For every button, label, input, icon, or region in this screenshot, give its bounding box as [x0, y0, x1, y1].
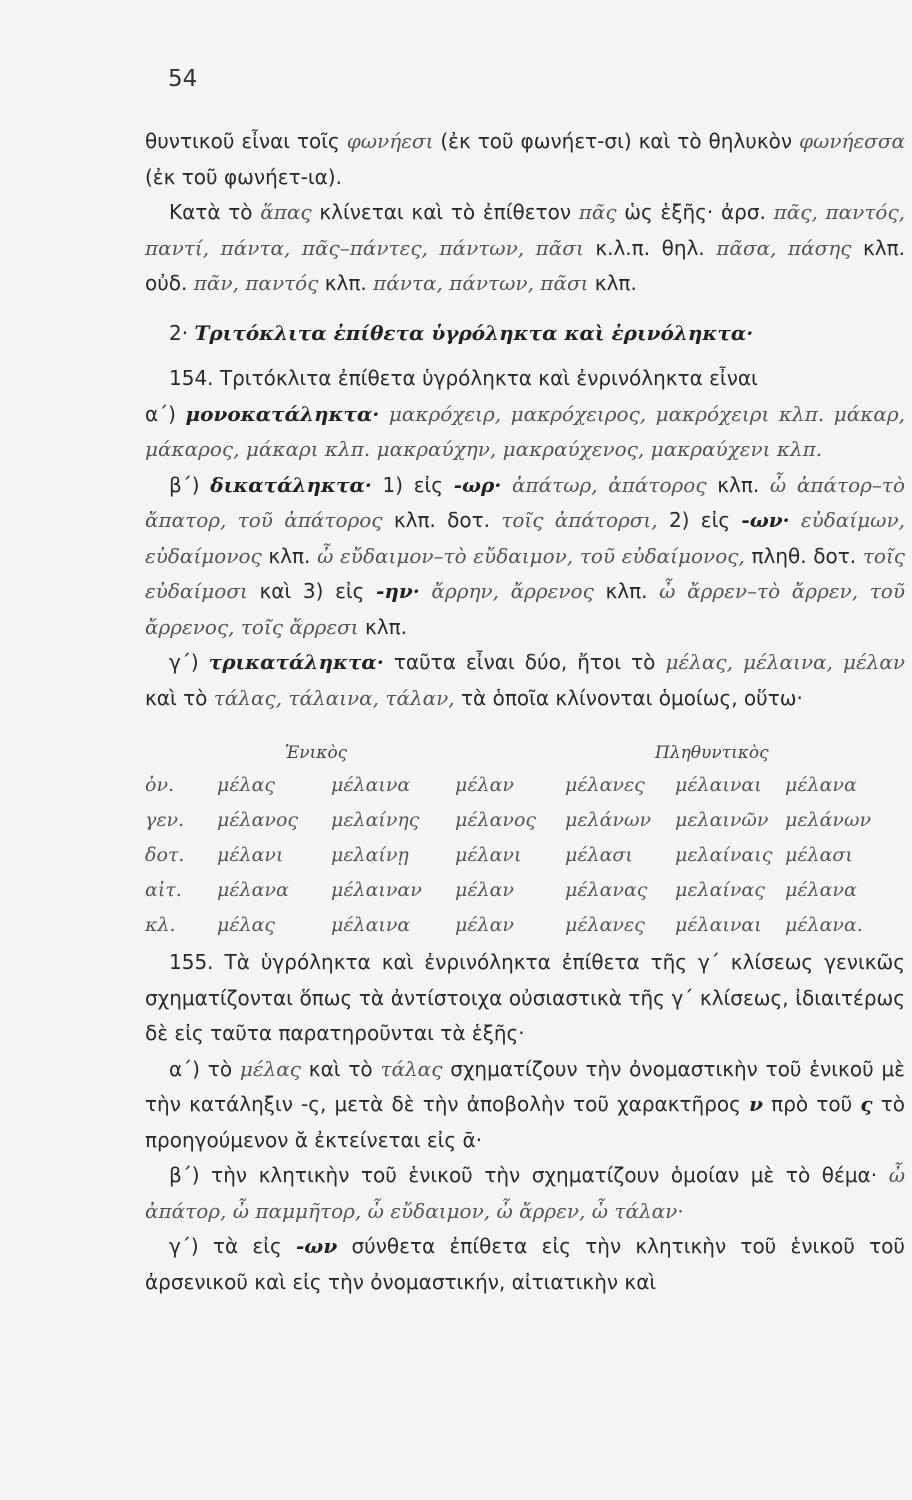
table-cell: μέλανι — [217, 844, 284, 866]
paragraph-154-c: γ΄) τρικατάληκτα· ταῦτα εἶναι δύο, ἤτοι τὸ μέλας, μέλαινα, μέλαν καὶ τὸ τάλας, τάλαινα, τάλαν, τὰ ὁποῖα κλίνονται ὁμοίως, οὕτω· — [145, 650, 906, 710]
table-cell: μέλανα — [785, 774, 857, 796]
table-row — [145, 764, 905, 799]
table-cell: μέλας — [217, 914, 276, 936]
table-cell: μέλαινα — [331, 914, 411, 936]
case-label: γεν. — [145, 809, 185, 831]
table-cell: μελάνων — [785, 809, 872, 831]
table-row — [145, 799, 905, 834]
table-cell: μελαίνας — [675, 879, 765, 901]
table-cell: μέλανος — [217, 809, 299, 831]
declension-table — [145, 728, 905, 939]
case-label: δοτ. — [145, 844, 185, 866]
table-cell: μελάνων — [565, 809, 652, 831]
page-body — [145, 124, 905, 1300]
table-cell: μέλαν — [455, 914, 514, 936]
table-cell: μέλαν — [455, 774, 514, 796]
table-row — [145, 904, 905, 939]
case-label: κλ. — [145, 914, 176, 936]
table-cell: μέλανα — [785, 879, 857, 901]
paragraph-154-b: β΄) δικατάληκτα· 1) εἰς -ωρ· ἀπάτωρ, ἀπάτορος κλπ. ὦ ἀπάτορ–τὸ ἄπατορ, τοῦ ἀπάτορος κλπ. δοτ. τοῖς ἀπάτορσι, 2) εἰς -ων· εὐδαίμων, εὐδαίμονος κλπ. ὦ εὔδαιμον–τὸ εὔδαιμον, τοῦ εὐδαίμονος, πληθ. δοτ. τοῖς εὐδαίμοσι καὶ 3) εἰς -ην· ἄρρην, ἄρρενος κλπ. ὦ ἄρρεν–τὸ ἄρρεν, τοῦ ἄρρενος, τοῖς ἄρρεσι κλπ. — [145, 472, 906, 639]
paragraph-155-b: β΄) τὴν κλητικὴν τοῦ ἑνικοῦ τὴν σχηματίζουν ὁμοίαν μὲ τὸ θέμα· ὦ ἀπάτορ, ὦ παμμῆτορ, ὦ εὔδαιμον, ὦ ἄρρεν, ὦ τάλαν· — [145, 1163, 905, 1223]
paragraph-154-a: α΄) μονοκατάληκτα· μακρόχειρ, μακρόχειρος, μακρόχειρι κλπ. μάκαρ, μάκαρος, μάκαρι κλπ. μακραύχην, μακραύχενος, μακραύχενι κλπ. — [145, 401, 905, 461]
table-cell: μέλασι — [565, 844, 633, 866]
page-number: 54 — [168, 66, 198, 92]
table-cell: μέλανες — [565, 914, 645, 936]
table-cell: μέλασι — [785, 844, 853, 866]
table-cell: μέλας — [217, 774, 276, 796]
table-cell: μέλαιναι — [675, 914, 762, 936]
table-cell: μέλανι — [455, 844, 522, 866]
table-row — [145, 834, 905, 869]
table-cell: μέλαιναν — [331, 879, 422, 901]
header-plural: Πληθυντικὸς — [655, 743, 769, 763]
table-cell: μέλανας — [565, 879, 648, 901]
table-body — [145, 764, 905, 939]
case-label: ὀν. — [145, 774, 175, 796]
case-label: αἰτ. — [145, 879, 182, 901]
table-cell: μέλανες — [565, 774, 645, 796]
paragraph-pas: Κατὰ τὸ ἅπας κλίνεται καὶ τὸ ἐπίθετον πᾶς ὡς ἑξῆς· ἀρσ. πᾶς, παντός, παντί, πάντα, πᾶς–πάντες, πάντων, πᾶσι κ.λ.π. θηλ. πᾶσα, πάσης κλπ. οὐδ. πᾶν, παντός κλπ. πάντα, πάντων, πᾶσι κλπ. — [145, 200, 905, 295]
paragraph-continuation: θυντικοῦ εἶναι τοῖς φωνήεσι (ἐκ τοῦ φωνήετ-σι) καὶ τὸ θηλυκὸν φωνήεσσα (ἐκ τοῦ φωνήετ-ια). — [145, 129, 905, 189]
header-singular: Ἑνικὸς — [285, 743, 348, 763]
paragraph-155-c: γ΄) τὰ εἰς -ων σύνθετα ἐπίθετα εἰς τὴν κλητικὴν τοῦ ἑνικοῦ τοῦ ἀρσενικοῦ καὶ εἰς τὴν ὀνομαστικήν, αἰτιατικὴν καὶ — [145, 1234, 905, 1294]
table-cell: μελαίναις — [675, 844, 773, 866]
section-heading: 2· Τριτόκλιτα ἐπίθετα ὑγρόληκτα καὶ ἐρινόληκτα· — [169, 320, 754, 345]
table-cell: μελαίνῃ — [331, 844, 409, 866]
table-header — [145, 728, 905, 764]
table-cell: μέλαιναι — [675, 774, 762, 796]
table-cell: μέλαινα — [331, 774, 411, 796]
paragraph-155-a: α΄) τὸ μέλας καὶ τὸ τάλας σχηματίζουν τὴν ὀνομαστικὴν τοῦ ἑνικοῦ μὲ τὴν κατάληξιν -ς, μετὰ δὲ τὴν ἀποβολὴν τοῦ χαρακτῆρος ν πρὸ τοῦ ς τὸ προηγούμενον ᾰ ἐκτείνεται εἰς ᾱ· — [145, 1056, 905, 1152]
table-cell: μέλανα — [217, 879, 289, 901]
table-cell: μελαίνης — [331, 809, 420, 831]
table-cell: μελαινῶν — [675, 809, 769, 831]
table-cell: μέλανα. — [785, 914, 863, 936]
paragraph-154: 154. Τριτόκλιτα ἐπίθετα ὑγρόληκτα καὶ ἐνρινόληκτα εἶναι — [169, 366, 758, 390]
paragraph-155: 155. Τὰ ὑγρόληκτα καὶ ἐνρινόληκτα ἐπίθετα τῆς γ΄ κλίσεως γενικῶς σχηματίζονται ὅπως τὰ ἀντίστοιχα οὐσιαστικὰ τῆς γ΄ κλίσεως, ἰδιαιτέρως δὲ εἰς ταῦτα παρατηροῦνται τὰ ἑξῆς· — [145, 950, 905, 1045]
table-cell: μέλαν — [455, 879, 514, 901]
table-row — [145, 869, 905, 904]
table-cell: μέλανος — [455, 809, 537, 831]
